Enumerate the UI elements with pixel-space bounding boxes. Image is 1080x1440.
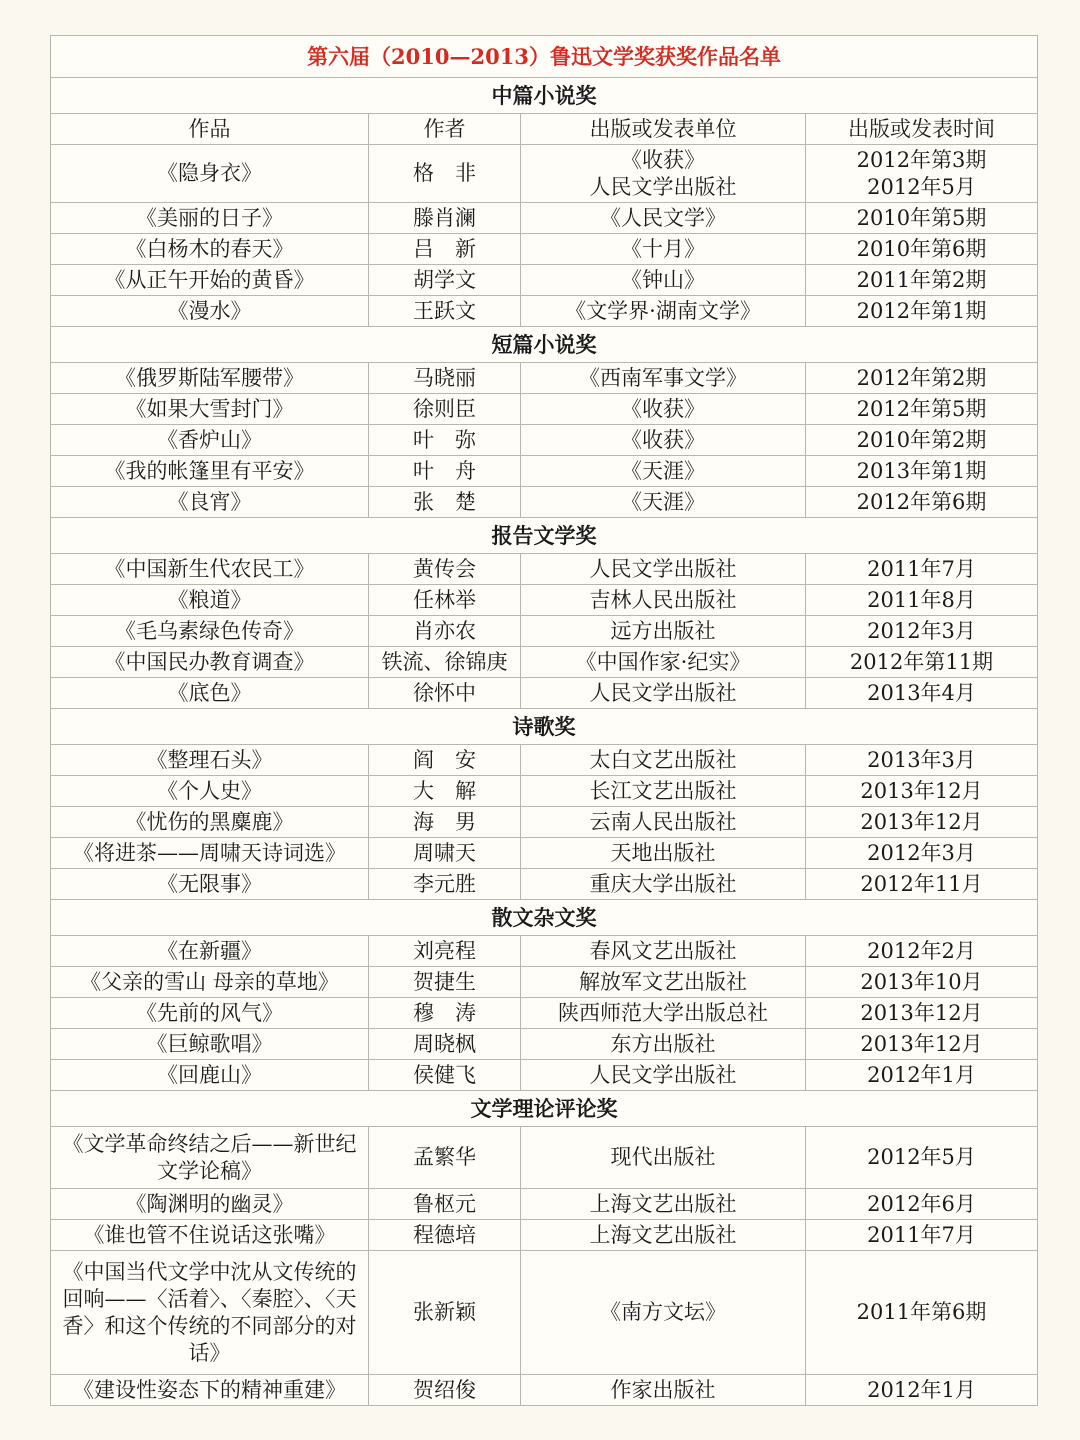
date-cell: 2012年11月 — [806, 869, 1038, 900]
publisher-cell: 《收获》 — [521, 394, 806, 425]
table-row — [51, 647, 1038, 678]
author-cell: 张 楚 — [369, 487, 521, 518]
publisher-cell: 现代出版社 — [521, 1127, 806, 1189]
table-row — [51, 1375, 1038, 1406]
date-cell: 2011年第6期 — [806, 1251, 1038, 1375]
date-cell: 2013年12月 — [806, 776, 1038, 807]
work-cell: 《将进茶——周啸天诗词选》 — [51, 838, 369, 869]
publisher-cell: 陕西师范大学出版总社 — [521, 998, 806, 1029]
date-cell: 2013年3月 — [806, 745, 1038, 776]
author-cell: 徐则臣 — [369, 394, 521, 425]
work-cell: 《巨鲸歌唱》 — [51, 1029, 369, 1060]
column-header: 出版或发表时间 — [806, 114, 1038, 145]
table-row — [51, 234, 1038, 265]
author-cell: 贺捷生 — [369, 967, 521, 998]
work-cell: 《在新疆》 — [51, 936, 369, 967]
date-cell: 2012年5月 — [806, 1127, 1038, 1189]
section-row — [51, 518, 1038, 554]
table-row — [51, 967, 1038, 998]
section-heading: 诗歌奖 — [51, 709, 1038, 745]
section-row — [51, 78, 1038, 114]
section-row — [51, 900, 1038, 936]
work-cell: 《个人史》 — [51, 776, 369, 807]
work-cell: 《文学革命终结之后——新世纪文学论稿》 — [51, 1127, 369, 1189]
table-row — [51, 1220, 1038, 1251]
date-cell: 2013年12月 — [806, 1029, 1038, 1060]
date-cell: 2012年1月 — [806, 1060, 1038, 1091]
table-row — [51, 869, 1038, 900]
table-row — [51, 1060, 1038, 1091]
author-cell: 穆 涛 — [369, 998, 521, 1029]
date-cell: 2010年第5期 — [806, 203, 1038, 234]
publisher-cell: 上海文艺出版社 — [521, 1189, 806, 1220]
table-row — [51, 1251, 1038, 1375]
work-cell: 《白杨木的春天》 — [51, 234, 369, 265]
section-row — [51, 709, 1038, 745]
publisher-cell: 《人民文学》 — [521, 203, 806, 234]
table-row — [51, 145, 1038, 203]
publisher-cell: 《天涯》 — [521, 456, 806, 487]
publisher-cell: 人民文学出版社 — [521, 678, 806, 709]
date-cell: 2012年2月 — [806, 936, 1038, 967]
work-cell: 《无限事》 — [51, 869, 369, 900]
publisher-cell: 人民文学出版社 — [521, 554, 806, 585]
author-cell: 李元胜 — [369, 869, 521, 900]
table-row — [51, 678, 1038, 709]
work-cell: 《中国民办教育调查》 — [51, 647, 369, 678]
publisher-cell: 东方出版社 — [521, 1029, 806, 1060]
page-title: 第六届（2010—2013）鲁迅文学奖获奖作品名单 — [51, 36, 1038, 78]
table-row — [51, 363, 1038, 394]
author-cell: 叶 弥 — [369, 425, 521, 456]
column-header-row — [51, 114, 1038, 145]
table-row — [51, 776, 1038, 807]
work-cell: 《粮道》 — [51, 585, 369, 616]
publisher-cell: 《十月》 — [521, 234, 806, 265]
table-row — [51, 265, 1038, 296]
date-cell: 2010年第6期 — [806, 234, 1038, 265]
work-cell: 《俄罗斯陆军腰带》 — [51, 363, 369, 394]
publisher-cell: 春风文艺出版社 — [521, 936, 806, 967]
author-cell: 大 解 — [369, 776, 521, 807]
date-cell: 2012年第3期 2012年5月 — [806, 145, 1038, 203]
section-row — [51, 327, 1038, 363]
publisher-cell: 《南方文坛》 — [521, 1251, 806, 1375]
author-cell: 孟繁华 — [369, 1127, 521, 1189]
table-row — [51, 998, 1038, 1029]
author-cell: 马晓丽 — [369, 363, 521, 394]
table-row — [51, 745, 1038, 776]
publisher-cell: 重庆大学出版社 — [521, 869, 806, 900]
award-list-table — [50, 35, 1038, 1406]
work-cell: 《底色》 — [51, 678, 369, 709]
table-row — [51, 936, 1038, 967]
author-cell: 肖亦农 — [369, 616, 521, 647]
author-cell: 张新颖 — [369, 1251, 521, 1375]
date-cell: 2012年1月 — [806, 1375, 1038, 1406]
date-cell: 2013年10月 — [806, 967, 1038, 998]
publisher-cell: 太白文艺出版社 — [521, 745, 806, 776]
publisher-cell: 《中国作家·纪实》 — [521, 647, 806, 678]
author-cell: 周晓枫 — [369, 1029, 521, 1060]
table-row — [51, 1189, 1038, 1220]
date-cell: 2011年8月 — [806, 585, 1038, 616]
author-cell: 吕 新 — [369, 234, 521, 265]
work-cell: 《回鹿山》 — [51, 1060, 369, 1091]
author-cell: 滕肖澜 — [369, 203, 521, 234]
publisher-cell: 解放军文艺出版社 — [521, 967, 806, 998]
publisher-cell: 长江文艺出版社 — [521, 776, 806, 807]
table-row — [51, 1029, 1038, 1060]
publisher-cell: 远方出版社 — [521, 616, 806, 647]
author-cell: 徐怀中 — [369, 678, 521, 709]
date-cell: 2012年第5期 — [806, 394, 1038, 425]
work-cell: 《忧伤的黑麋鹿》 — [51, 807, 369, 838]
date-cell: 2011年7月 — [806, 554, 1038, 585]
publisher-cell: 上海文艺出版社 — [521, 1220, 806, 1251]
work-cell: 《建设性姿态下的精神重建》 — [51, 1375, 369, 1406]
date-cell: 2013年12月 — [806, 807, 1038, 838]
section-heading: 短篇小说奖 — [51, 327, 1038, 363]
table-row — [51, 838, 1038, 869]
work-cell: 《先前的风气》 — [51, 998, 369, 1029]
author-cell: 叶 舟 — [369, 456, 521, 487]
date-cell: 2013年12月 — [806, 998, 1038, 1029]
author-cell: 侯健飞 — [369, 1060, 521, 1091]
section-row — [51, 1091, 1038, 1127]
publisher-cell: 天地出版社 — [521, 838, 806, 869]
date-cell: 2012年6月 — [806, 1189, 1038, 1220]
date-cell: 2012年第1期 — [806, 296, 1038, 327]
author-cell: 黄传会 — [369, 554, 521, 585]
column-header: 作者 — [369, 114, 521, 145]
author-cell: 王跃文 — [369, 296, 521, 327]
work-cell: 《如果大雪封门》 — [51, 394, 369, 425]
work-cell: 《漫水》 — [51, 296, 369, 327]
date-cell: 2012年第6期 — [806, 487, 1038, 518]
work-cell: 《毛乌素绿色传奇》 — [51, 616, 369, 647]
publisher-cell: 云南人民出版社 — [521, 807, 806, 838]
publisher-cell: 《文学界·湖南文学》 — [521, 296, 806, 327]
work-cell: 《父亲的雪山 母亲的草地》 — [51, 967, 369, 998]
publisher-cell: 《收获》 — [521, 425, 806, 456]
publisher-cell: 作家出版社 — [521, 1375, 806, 1406]
date-cell: 2012年第11期 — [806, 647, 1038, 678]
work-cell: 《从正午开始的黄昏》 — [51, 265, 369, 296]
author-cell: 阎 安 — [369, 745, 521, 776]
work-cell: 《香炉山》 — [51, 425, 369, 456]
date-cell: 2012年3月 — [806, 838, 1038, 869]
work-cell: 《中国当代文学中沈从文传统的回响——〈活着〉、〈秦腔〉、〈天香〉和这个传统的不同部分的对话》 — [51, 1251, 369, 1375]
author-cell: 铁流、徐锦庚 — [369, 647, 521, 678]
date-cell: 2010年第2期 — [806, 425, 1038, 456]
table-row — [51, 807, 1038, 838]
table-row — [51, 487, 1038, 518]
table-row — [51, 394, 1038, 425]
publisher-cell: 《收获》 人民文学出版社 — [521, 145, 806, 203]
author-cell: 周啸天 — [369, 838, 521, 869]
author-cell: 刘亮程 — [369, 936, 521, 967]
table-row — [51, 456, 1038, 487]
section-heading: 中篇小说奖 — [51, 78, 1038, 114]
author-cell: 胡学文 — [369, 265, 521, 296]
date-cell: 2011年7月 — [806, 1220, 1038, 1251]
author-cell: 任林举 — [369, 585, 521, 616]
publisher-cell: 人民文学出版社 — [521, 1060, 806, 1091]
column-header: 作品 — [51, 114, 369, 145]
work-cell: 《良宵》 — [51, 487, 369, 518]
author-cell: 程德培 — [369, 1220, 521, 1251]
table-row — [51, 585, 1038, 616]
date-cell: 2013年第1期 — [806, 456, 1038, 487]
work-cell: 《美丽的日子》 — [51, 203, 369, 234]
section-heading: 报告文学奖 — [51, 518, 1038, 554]
author-cell: 鲁枢元 — [369, 1189, 521, 1220]
publisher-cell: 吉林人民出版社 — [521, 585, 806, 616]
author-cell: 格 非 — [369, 145, 521, 203]
work-cell: 《整理石头》 — [51, 745, 369, 776]
table-row — [51, 616, 1038, 647]
publisher-cell: 《西南军事文学》 — [521, 363, 806, 394]
table-row — [51, 1127, 1038, 1189]
date-cell: 2013年4月 — [806, 678, 1038, 709]
section-heading: 散文杂文奖 — [51, 900, 1038, 936]
table-row — [51, 554, 1038, 585]
table-row — [51, 296, 1038, 327]
publisher-cell: 《钟山》 — [521, 265, 806, 296]
author-cell: 贺绍俊 — [369, 1375, 521, 1406]
table-row — [51, 425, 1038, 456]
work-cell: 《我的帐篷里有平安》 — [51, 456, 369, 487]
table-row — [51, 203, 1038, 234]
author-cell: 海 男 — [369, 807, 521, 838]
work-cell: 《隐身衣》 — [51, 145, 369, 203]
publisher-cell: 《天涯》 — [521, 487, 806, 518]
date-cell: 2012年3月 — [806, 616, 1038, 647]
column-header: 出版或发表单位 — [521, 114, 806, 145]
work-cell: 《陶渊明的幽灵》 — [51, 1189, 369, 1220]
work-cell: 《谁也管不住说话这张嘴》 — [51, 1220, 369, 1251]
section-heading: 文学理论评论奖 — [51, 1091, 1038, 1127]
work-cell: 《中国新生代农民工》 — [51, 554, 369, 585]
date-cell: 2012年第2期 — [806, 363, 1038, 394]
date-cell: 2011年第2期 — [806, 265, 1038, 296]
